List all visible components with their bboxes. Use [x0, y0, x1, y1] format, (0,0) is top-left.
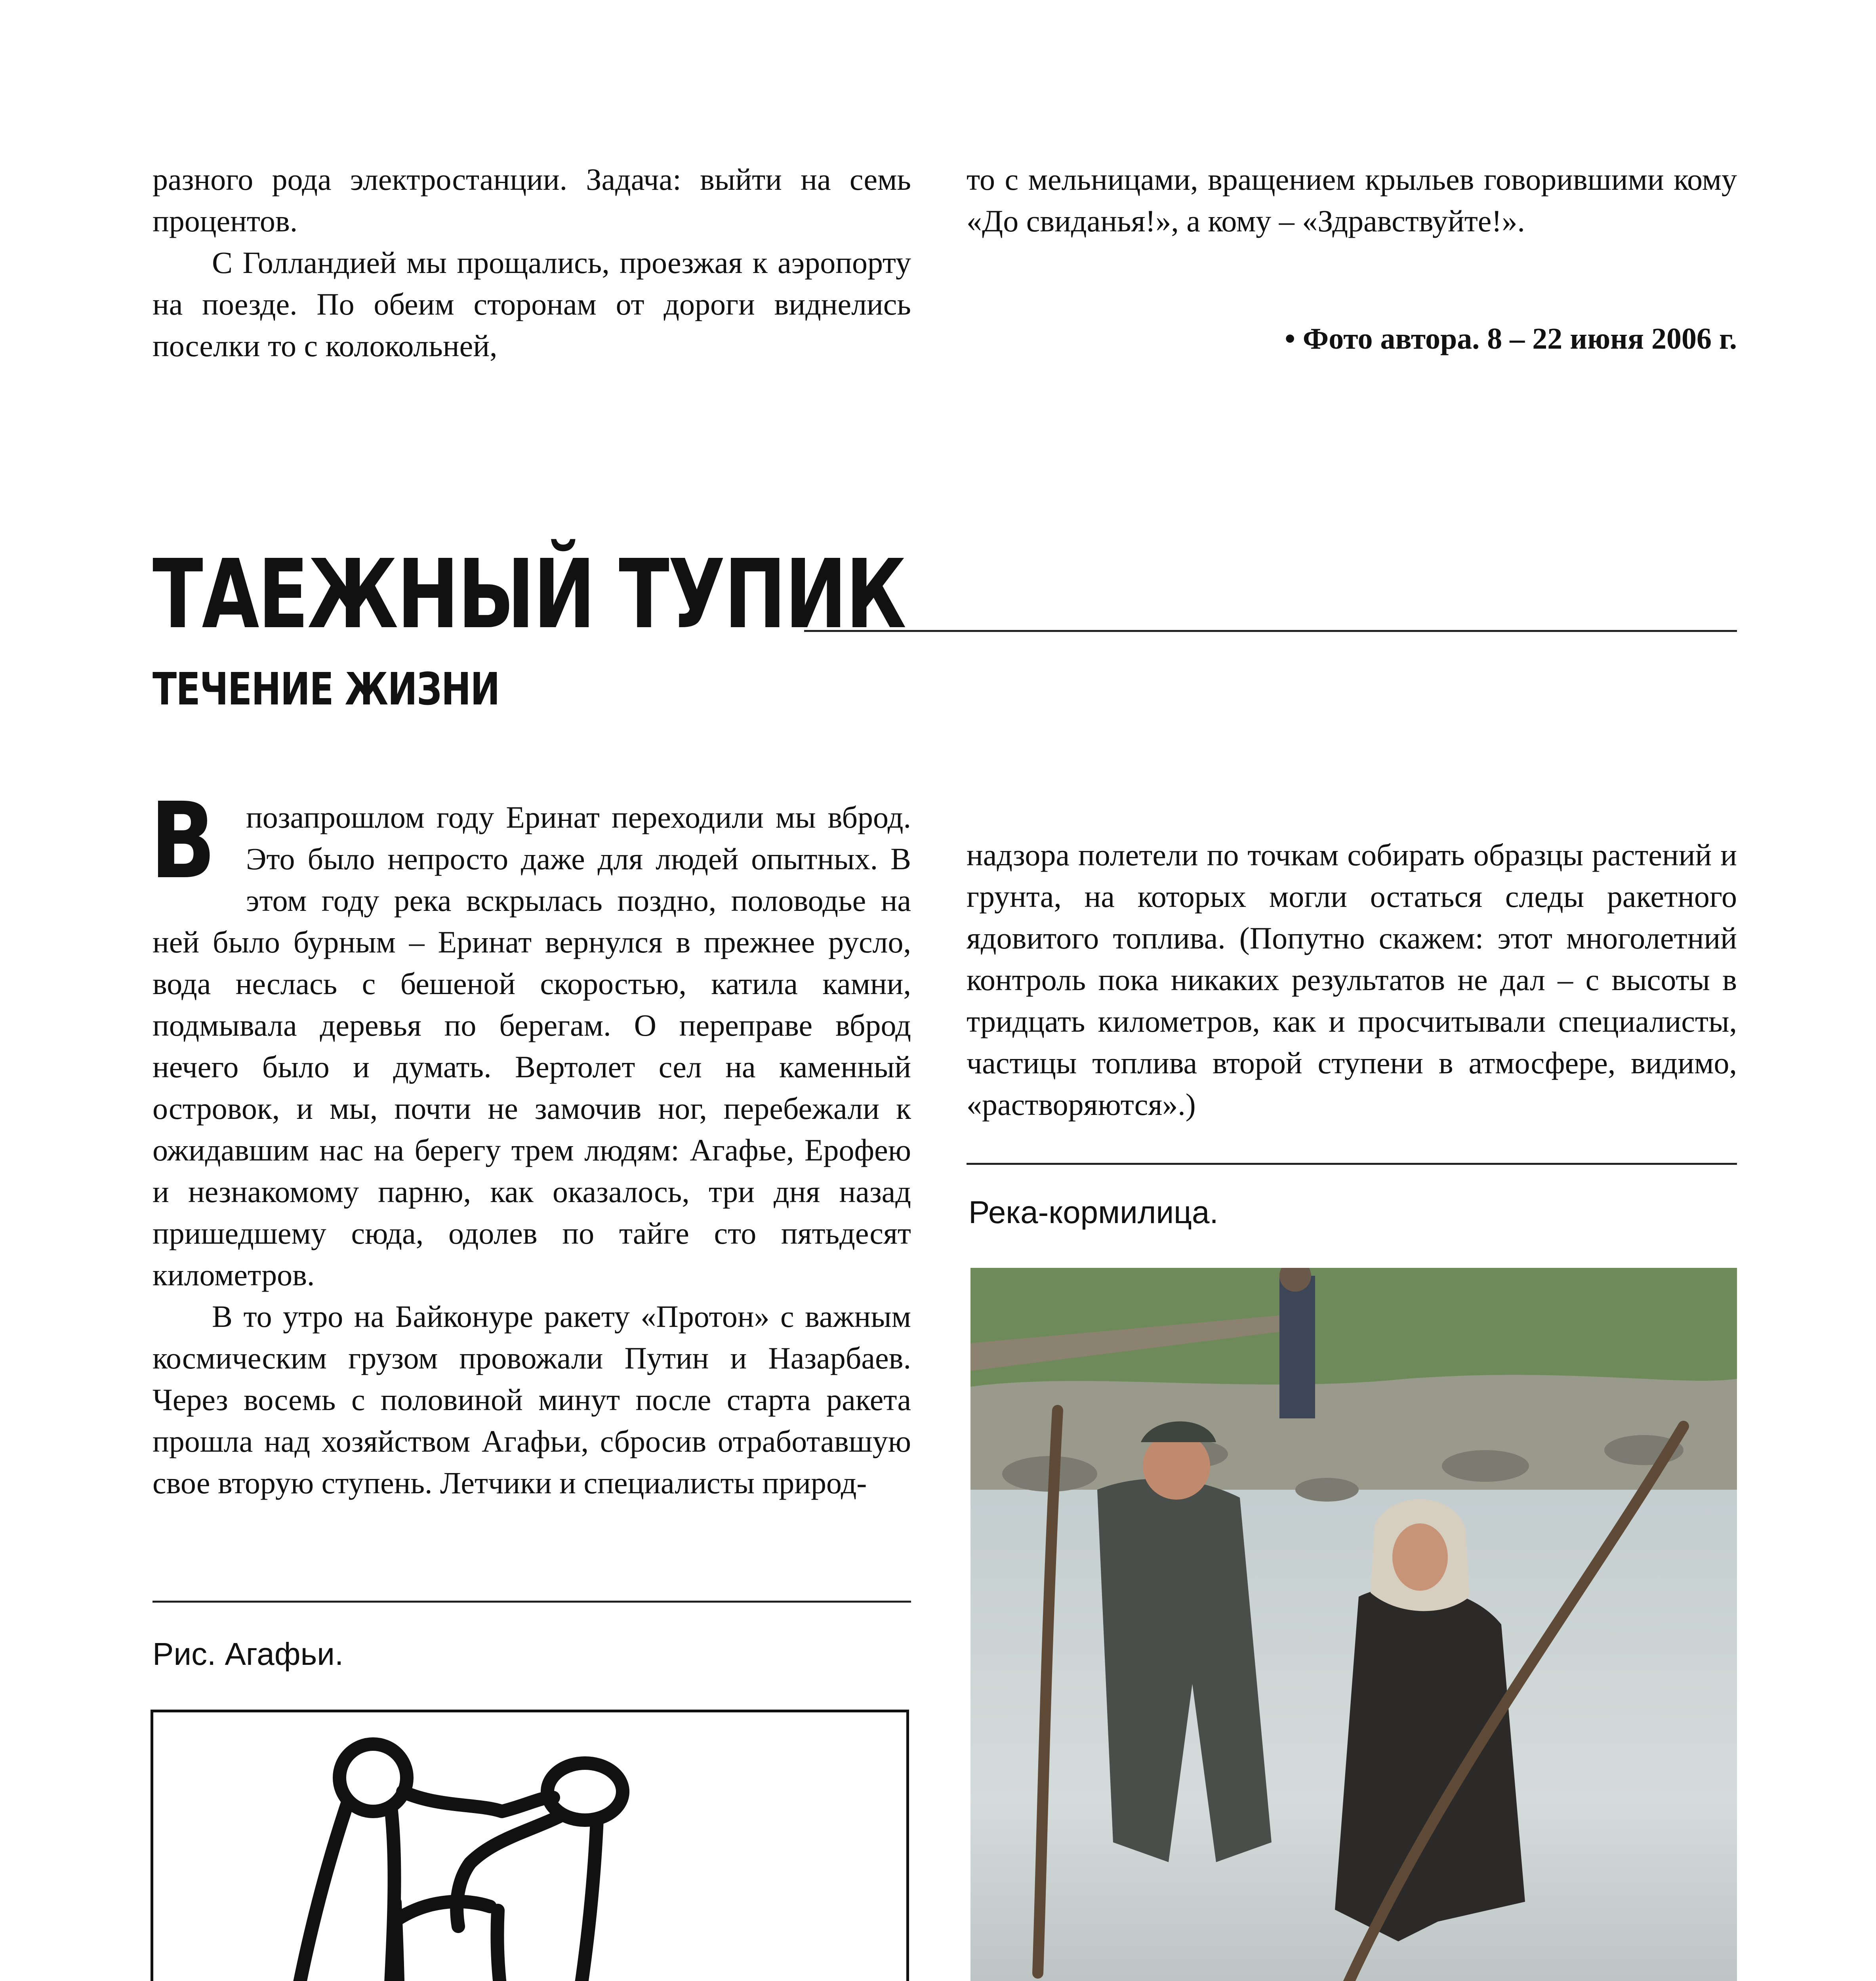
- body-right-column: [967, 834, 1737, 1125]
- article-subtitle: ТЕЧЕНИЕ ЖИЗНИ: [153, 664, 500, 715]
- title-rule: [804, 630, 1737, 632]
- agafya-drawing: [151, 1710, 909, 1981]
- drawing-caption: Рис. Агафьи.: [153, 1636, 344, 1672]
- river-crossing-image: [970, 1268, 1737, 1981]
- body-paragraph-3: надзора полетели по точкам собирать образцы растений и грунта, на которых могли остаться следы ракетного ядовитого топлива. (Попутно скажем: этот многолетний контроль пока никаких результатов не дал – с высоты в тридцать километров, как и просчитывали специалисты, частицы топлива второй ступени в атмосфере, видимо, «растворяются».): [967, 838, 1737, 1122]
- top-left-paragraph-2: С Голландией мы прощались, проезжая к аэропорту на поезде. По обеим сторонам от дороги виднелись поселки то с колокольней,: [153, 245, 911, 363]
- article-title: ТАЕЖНЫЙ ТУПИК: [153, 539, 905, 650]
- photo-caption: Река-кормилица.: [969, 1195, 1218, 1230]
- top-left-column: [153, 158, 911, 366]
- top-right-paragraph: то с мельницами, вращением крыльев говорившими кому «До свиданья!», а кому – «Здравствуйте!».: [967, 162, 1737, 238]
- right-column-rule: [967, 1163, 1737, 1165]
- body-left-column: [150, 780, 911, 1504]
- top-left-paragraph-1: разного рода электростанции. Задача: выйти на семь процентов.: [153, 162, 911, 238]
- left-column-rule: [153, 1601, 911, 1603]
- drop-cap: В: [150, 780, 216, 902]
- body-paragraph-2: В то утро на Байконуре ракету «Протон» с важным космическим грузом провожали Путин и Назарбаев. Через восемь с половиной минут после старта ракета прошла над хозяйством Агафьи, сбросив отработавшую свое вторую ступень. Летчики и специалисты природ-: [153, 1299, 911, 1500]
- body-paragraph-1: Впозапрошлом году Еринат переходили мы вброд. Это было непросто даже для людей опытных. В этом году река вскрылась поздно, половодье на ней было бурным – Еринат вернулся в прежнее русло, вода неслась с бешеной скоростью, катила камни, подмывала деревья по берегам. О переправе вброд нечего было и думать. Вертолет сел на каменный островок, и мы, почти не замочив ног, перебежали к ожидавшим нас на берегу трем людям: Агафье, Ерофею и незнакомому парню, как оказалось, три дня назад пришедшему сюда, одолев по тайге сто пятьдесят километров.: [150, 780, 911, 1292]
- top-right-column: [967, 158, 1737, 242]
- binoculars-drawing: [153, 1712, 906, 1981]
- river-photo: [970, 1268, 1737, 1981]
- photo-credit: • Фото автора. 8 – 22 июня 2006 г.: [1285, 322, 1737, 355]
